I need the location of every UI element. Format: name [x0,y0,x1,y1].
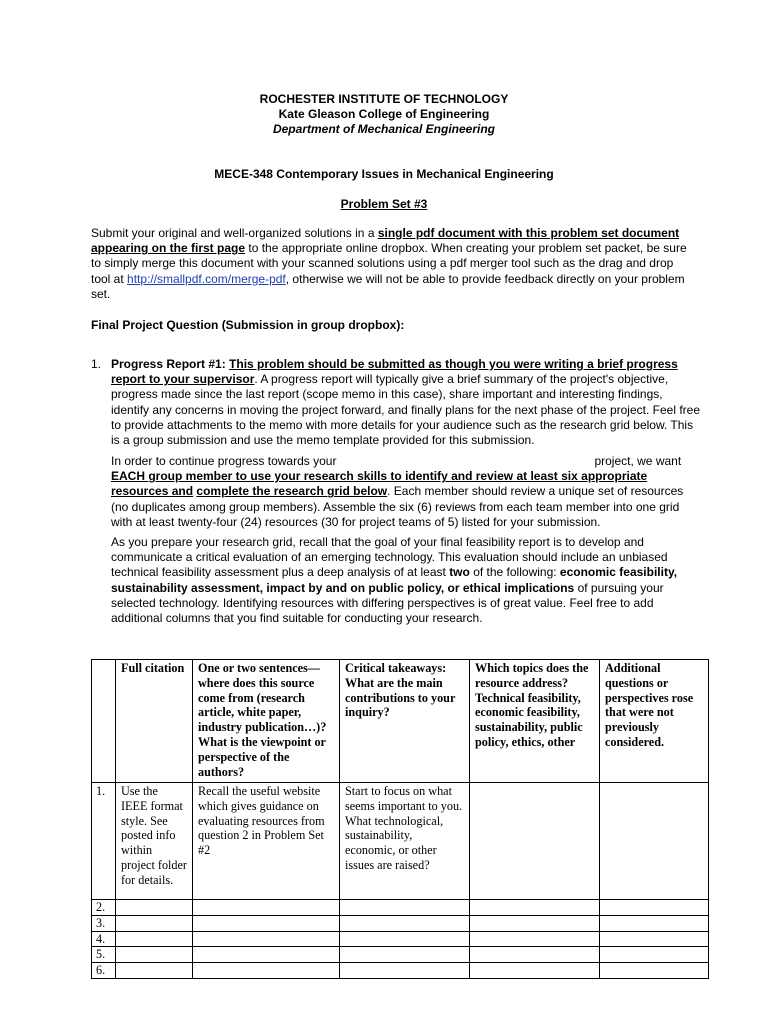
header-topics: Which topics does the resource address? Technical feasibility, economic feasibility, sustainability, public policy, ethics, other [470,660,600,783]
row-number: 2. [92,900,116,916]
continue-instructions: In order to continue progress towards your project, we want EACH group member to use your research skills to identify and review at least six appropriate resources and complete the research grid below. Each member should review a unique set of resources (no duplicates among group members). Assemble the six (6) reviews from each team member into one grid with at least twenty-four (24) resources (30 for project teams of 5) listed for your submission. [111,454,684,529]
institute-name: ROCHESTER INSTITUTE OF TECHNOLOGY [259,92,509,106]
problem-set-title: Problem Set #3 [340,197,428,211]
additional-cell[interactable] [600,915,709,931]
topics-cell[interactable] [470,900,600,916]
takeaways-cell[interactable] [340,963,470,979]
source-cell[interactable] [193,931,340,947]
member-requirement: EACH group member to use your research skills to identify and review at least six appropriate resources and [111,469,648,499]
topics-cell[interactable] [470,915,600,931]
table-row [92,915,709,931]
topics-cell[interactable] [470,783,600,900]
source-cell[interactable]: Recall the useful website which gives guidance on evaluating resources from question 2 in Problem Set #2 [193,783,340,900]
takeaways-cell[interactable] [340,931,470,947]
progress-report-question: Progress Report #1: This problem should be submitted as though you were writing a brief progress report to your supervisor. A progress report will typically give a brief summary of the project's objective, progress made since the last report (scope memo in this case), share important and interesting findings, identify any concerns in moving the project forward, and finally plans for the next phase of the project. Feel free to provide attachments to the memo with more details for your audience such as the research grid below. This is a group submission and use the memo template provided for this submission. [111,357,700,448]
source-cell[interactable] [193,900,340,916]
grid-intro: As you prepare your research grid, recall that the goal of your final feasibility report is to develop and communicate a critical evaluation of an emerging technology. This evaluation should include an unbiased technical feasibility assessment plus a deep analysis of at least two of the following: economic feasibility, sustainability assessment, impact by and on public policy, or ethical implications of pursuing your selected technology. Identifying resources with differing perspectives is of great value. Feel free to add additional columns that you find suitable for conducting your research. [111,535,678,626]
merge-pdf-link[interactable]: http://smallpdf.com/merge-pdf [127,271,286,286]
table-row [92,963,709,979]
grid-requirement: complete the research grid below [196,484,388,499]
citation-cell[interactable]: Use the IEEE format style. See posted info within project folder for details. [116,783,193,900]
header-source: One or two sentences—where does this source come from (research article, white paper, industry publication…)? What is the viewpoint or perspective of the authors? [193,660,340,783]
question-number: 1. [91,357,102,371]
topics-cell[interactable] [470,931,600,947]
additional-cell[interactable] [600,931,709,947]
submission-instructions: Submit your original and well-organized solutions in a single pdf document with this problem set document appearing on the first page to the appropriate online dropbox. When creating your problem set packet, be sure to simply merge this document with your scanned solutions using a pdf merger tool such as the drag and drop tool at http://smallpdf.com/merge-pdf, otherwise we will not be able to provide feedback directly on your problem set. [91,226,687,301]
grid-header-row [92,660,709,783]
takeaways-cell[interactable] [340,915,470,931]
department-name: Department of Mechanical Engineering [272,122,496,137]
source-cell[interactable] [193,963,340,979]
pdf-requirement: single pdf document with this problem set document appearing on the first page [91,226,680,256]
final-project-heading: Final Project Question (Submission in group dropbox): [91,318,405,332]
table-row [92,900,709,916]
question-underlined: This problem should be submitted as though you were writing a brief progress report to your supervisor [111,357,678,387]
topics-cell[interactable] [470,947,600,963]
takeaways-cell[interactable]: Start to focus on what seems important to you. What technological, sustainability, economic, or other issues are raised? [340,783,470,900]
row-number: 5. [92,947,116,963]
row-number: 3. [92,915,116,931]
additional-cell[interactable] [600,947,709,963]
row-number: 4. [92,931,116,947]
citation-cell[interactable] [116,963,193,979]
row-number: 1. [92,783,116,900]
header-number [92,660,116,783]
additional-cell[interactable] [600,963,709,979]
citation-cell[interactable] [116,915,193,931]
citation-cell[interactable] [116,900,193,916]
additional-cell[interactable] [600,900,709,916]
takeaways-cell[interactable] [340,947,470,963]
question-label: Progress Report #1: [111,357,230,371]
research-grid [91,659,709,979]
source-cell[interactable] [193,915,340,931]
topics-cell[interactable] [470,963,600,979]
table-row [92,947,709,963]
citation-cell[interactable] [116,931,193,947]
source-cell[interactable] [193,947,340,963]
citation-cell[interactable] [116,947,193,963]
header-citation: Full citation [116,660,193,783]
college-name: Kate Gleason College of Engineering [278,107,490,122]
header-takeaways: Critical takeaways: What are the main contributions to your inquiry? [340,660,470,783]
header-additional: Additional questions or perspectives rose that were not previously considered. [600,660,709,783]
takeaways-cell[interactable] [340,900,470,916]
analysis-options: economic feasibility, sustainability assessment, impact by and on public policy, or ethical implications [111,565,678,595]
document-header [0,92,768,138]
table-row [92,931,709,947]
table-row [92,783,709,900]
row-number: 6. [92,963,116,979]
course-title: MECE-348 Contemporary Issues in Mechanical Engineering [214,167,554,181]
additional-cell[interactable] [600,783,709,900]
